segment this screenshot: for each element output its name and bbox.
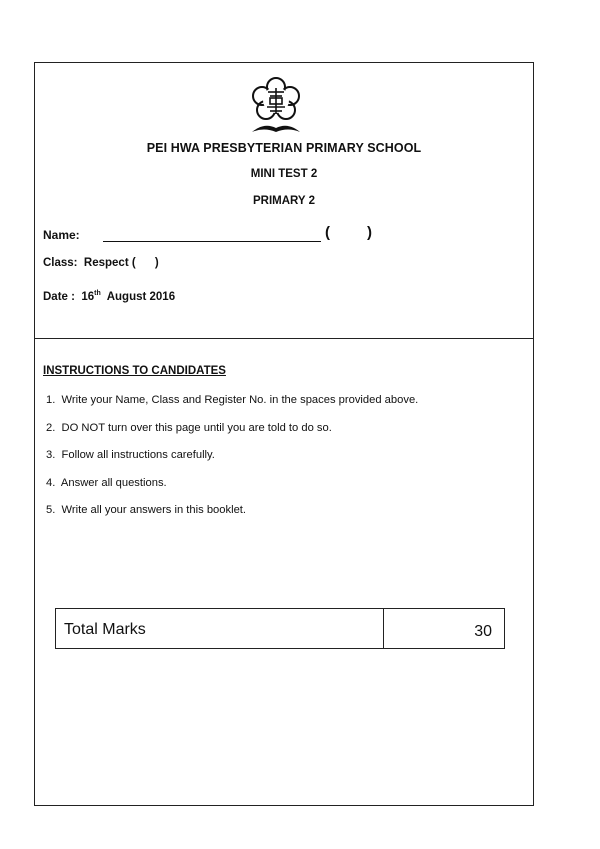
school-crest-logo xyxy=(246,74,306,136)
school-name: PEI HWA PRESBYTERIAN PRIMARY SCHOOL xyxy=(146,141,422,155)
date-rest: August 2016 xyxy=(100,290,176,303)
instruction-item: 4. Answer all questions. xyxy=(46,476,167,489)
instructions-list xyxy=(46,393,418,531)
instruction-item: 1. Write your Name, Class and Register No. in the spaces provided above. xyxy=(46,394,419,406)
name-field xyxy=(43,224,372,242)
date-prefix: Date : 16 xyxy=(43,290,95,303)
date-field xyxy=(43,290,175,303)
date-ordinal-suffix: th xyxy=(94,290,101,297)
grade-level: PRIMARY 2 xyxy=(253,195,315,207)
name-blank-line xyxy=(103,241,321,242)
name-label: Name: xyxy=(43,228,80,242)
instruction-item: 3. Follow all instructions carefully. xyxy=(46,449,215,461)
total-marks-value: 30 xyxy=(474,623,492,640)
instruction-item: 5. Write all your answers in this booklet. xyxy=(46,504,247,516)
class-field: Class: Respect ( ) xyxy=(43,257,159,269)
total-marks-label: Total Marks xyxy=(56,609,384,648)
test-title: MINI TEST 2 xyxy=(250,168,318,180)
register-no-paren-open: ( xyxy=(325,224,330,241)
register-no-paren-close: ) xyxy=(367,224,372,241)
section-divider xyxy=(34,338,534,339)
instructions-title: INSTRUCTIONS TO CANDIDATES xyxy=(43,365,226,377)
total-marks-table xyxy=(55,608,505,649)
instruction-item: 2. DO NOT turn over this page until you are told to do so. xyxy=(46,421,332,434)
